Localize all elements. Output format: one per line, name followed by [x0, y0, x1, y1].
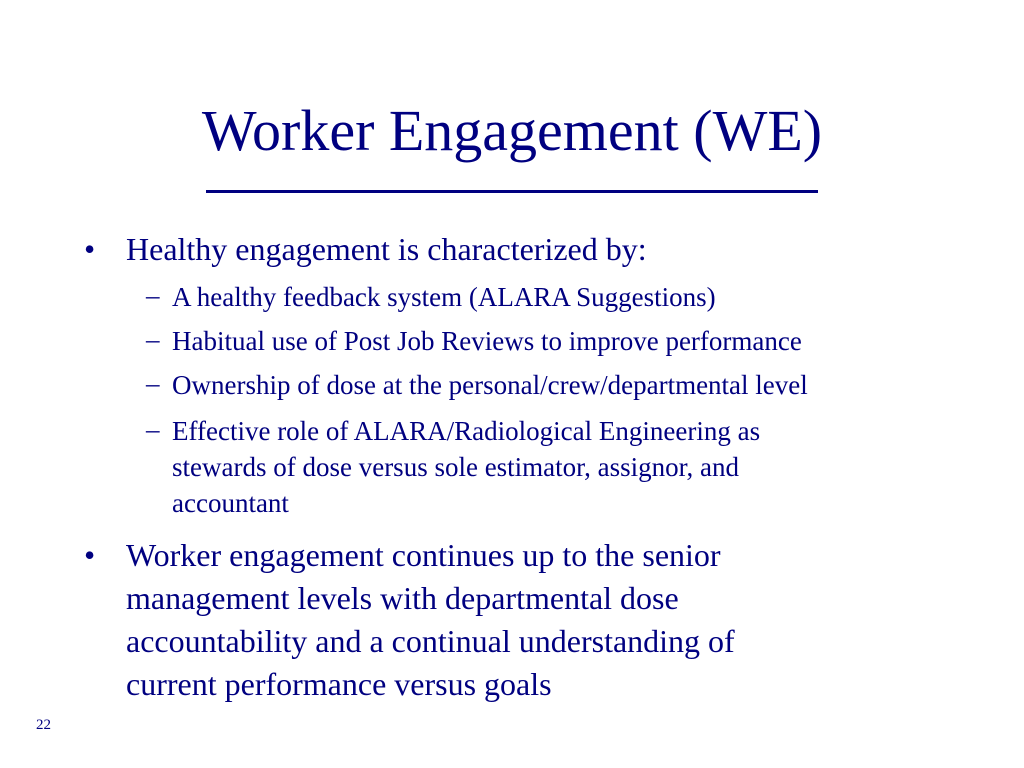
bullet-marker: • [84, 537, 96, 573]
sub-bullet-text: Effective role of ALARA/Radiological Engineering as [172, 416, 761, 446]
sub-bullet-marker: – [146, 414, 160, 444]
bullet-text: management levels with departmental dose [126, 580, 679, 616]
slide-number: 22 [36, 717, 51, 733]
sub-bullet-marker: – [146, 324, 160, 354]
bullet-marker: • [84, 231, 96, 267]
sub-bullet-marker: – [146, 368, 160, 398]
sub-bullet-marker: – [146, 280, 160, 310]
slide-title: Worker Engagement (WE) [201, 98, 823, 163]
sub-bullet-text: Habitual use of Post Job Reviews to improve performance [172, 326, 802, 356]
sub-bullet-text: accountant [172, 488, 289, 518]
sub-bullet-text: A healthy feedback system (ALARA Suggestions) [172, 282, 716, 312]
bullet-text: Worker engagement continues up to the senior [126, 537, 721, 573]
sub-bullet-text: stewards of dose versus sole estimator, assignor, and [172, 452, 739, 482]
bullet-text: accountability and a continual understanding of [126, 623, 735, 659]
sub-bullet-text: Ownership of dose at the personal/crew/departmental level [172, 370, 808, 400]
bullet-text: current performance versus goals [126, 666, 552, 702]
bullet-text: Healthy engagement is characterized by: [126, 231, 647, 267]
